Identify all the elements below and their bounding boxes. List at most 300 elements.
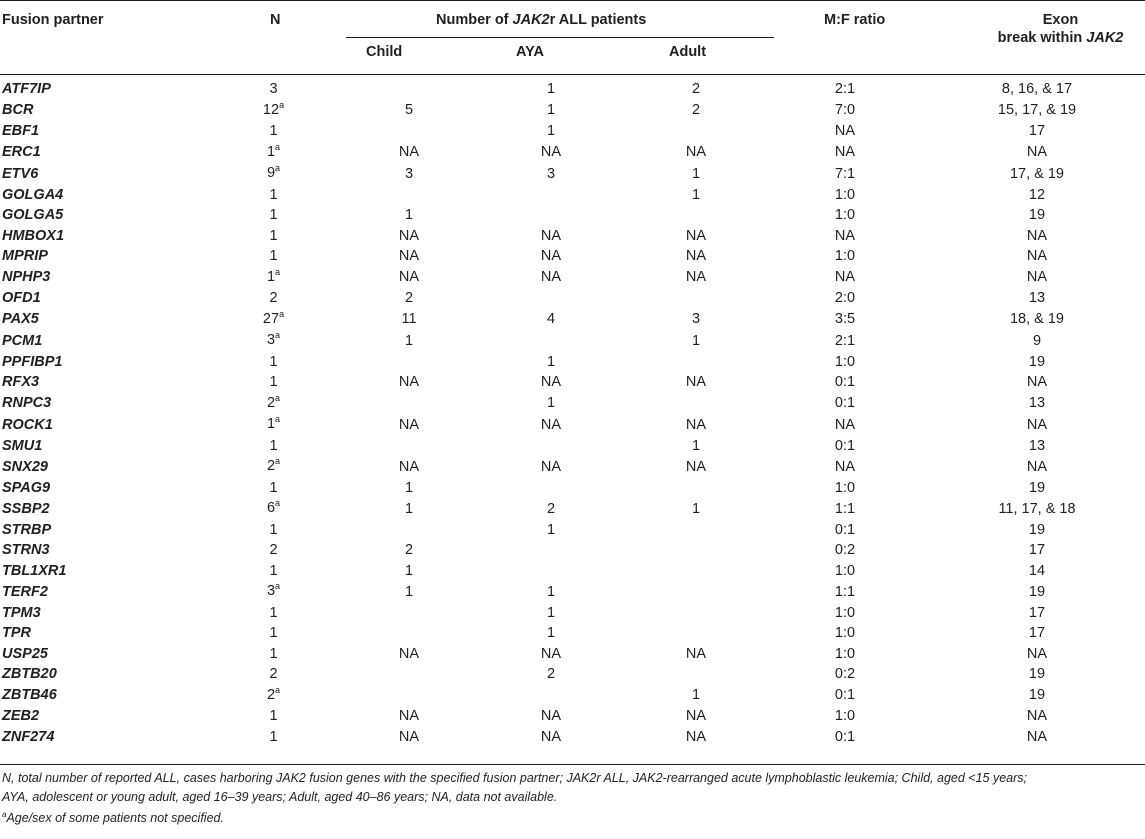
- cell-child-value: NA: [398, 269, 420, 285]
- cell-n-value: 3: [269, 81, 278, 97]
- cell-aya: [471, 414, 631, 436]
- cell-adult: [631, 246, 761, 267]
- cell-aya-value: NA: [540, 728, 562, 745]
- cell-child-value: NA: [398, 645, 420, 662]
- cell-child-value: 1: [404, 207, 414, 223]
- footnote-marker: a: [279, 308, 285, 319]
- top-rule: [0, 0, 1145, 1]
- cell-mf-ratio-value: 0:1: [834, 521, 856, 538]
- cell-gene: [0, 330, 200, 352]
- cell-gene: [0, 623, 200, 644]
- cell-gene: [0, 561, 200, 582]
- cell-aya-value: 1: [546, 353, 556, 370]
- cell-n: [200, 581, 347, 603]
- cell-mf-ratio-value: NA: [834, 144, 856, 160]
- header-rule: [0, 74, 1145, 75]
- cell-mf-ratio-value: 0:1: [834, 374, 856, 390]
- footnote-1: N, total number of reported ALL, cases harboring JAK2 fusion genes with the specified fusion partner; JAK2r ALL, JAK2-rearranged acute lymphoblastic leukemia; Child, aged <15 years;: [2, 771, 1027, 785]
- cell-aya: [471, 267, 631, 289]
- cell-adult-value: NA: [685, 416, 707, 433]
- cell-n-value: 1: [269, 728, 278, 745]
- table-row: [0, 185, 1145, 206]
- footnote-2: AYA, adolescent or young adult, aged 16–39 years; Adult, aged 40–86 years; NA, data not available.: [2, 790, 558, 804]
- cell-child-value: 5: [404, 102, 414, 118]
- cell-child: [347, 393, 471, 415]
- cell-child: [347, 226, 471, 247]
- cell-aya-value: 1: [546, 521, 556, 538]
- cell-mf-ratio-value: 1:0: [834, 604, 856, 621]
- cell-adult-value: NA: [685, 248, 707, 264]
- cell-exon-value: 17: [1028, 625, 1046, 641]
- cell-exon-value: 13: [1028, 395, 1046, 411]
- cell-gene-value: MPRIP: [2, 248, 48, 264]
- cell-gene-value: SSBP2: [2, 500, 50, 517]
- cell-child: [347, 288, 471, 309]
- cell-exon-value: NA: [1026, 458, 1048, 475]
- cell-adult: [631, 267, 761, 289]
- cell-mf-ratio: [761, 456, 929, 478]
- cell-n-value: 1: [269, 625, 278, 641]
- cell-exon-value: 19: [1028, 521, 1046, 538]
- cell-exon-value: 17: [1028, 604, 1046, 621]
- cell-n-value: 27: [262, 310, 280, 327]
- cell-exon: [929, 478, 1145, 499]
- cell-n: [200, 623, 347, 644]
- cell-child: [347, 456, 471, 478]
- cell-child-value: 11: [401, 311, 417, 327]
- cell-child-value: NA: [398, 374, 420, 390]
- cell-n: [200, 393, 347, 415]
- cell-exon-value: 17, & 19: [1009, 165, 1064, 182]
- table-row: [0, 561, 1145, 582]
- cell-aya-value: 1: [546, 123, 556, 139]
- cell-exon-value: 19: [1028, 687, 1046, 703]
- cell-exon-value: 19: [1028, 479, 1046, 496]
- header-n: N: [270, 12, 281, 28]
- cell-child: [347, 372, 471, 393]
- cell-mf-ratio-value: 7:0: [834, 102, 856, 118]
- cell-aya-value: NA: [540, 645, 562, 662]
- cell-mf-ratio-value: 7:1: [834, 165, 856, 182]
- cell-child: [347, 414, 471, 436]
- cell-child: [347, 561, 471, 582]
- cell-gene-value: STRN3: [2, 542, 50, 558]
- cell-mf-ratio-value: 1:0: [834, 479, 856, 496]
- cell-gene: [0, 685, 200, 707]
- cell-gene-value: USP25: [2, 645, 48, 662]
- cell-adult-value: NA: [685, 458, 707, 475]
- cell-aya: [471, 603, 631, 624]
- cell-n: [200, 163, 347, 185]
- cell-adult: [631, 456, 761, 478]
- cell-child-value: 1: [404, 500, 414, 517]
- cell-aya: [471, 685, 631, 707]
- cell-aya-value: 2: [546, 500, 556, 517]
- cell-exon: [929, 79, 1145, 100]
- cell-mf-ratio-value: 2:1: [834, 81, 856, 97]
- cell-mf-ratio: [761, 706, 929, 727]
- cell-exon: [929, 727, 1145, 748]
- cell-exon-value: NA: [1026, 728, 1048, 745]
- cell-child: [347, 478, 471, 499]
- cell-exon: [929, 267, 1145, 289]
- cell-gene-value: ETV6: [2, 165, 39, 182]
- cell-gene: [0, 456, 200, 478]
- cell-child-value: NA: [398, 728, 420, 745]
- header-exon-prefix: break within: [997, 30, 1087, 46]
- cell-adult: [631, 581, 761, 603]
- cell-adult: [631, 685, 761, 707]
- cell-exon-value: 14: [1028, 562, 1046, 579]
- cell-gene-value: RFX3: [2, 374, 40, 390]
- cell-n-value: 1: [269, 437, 278, 454]
- cell-mf-ratio-value: 1:0: [834, 645, 856, 662]
- cell-aya: [471, 142, 631, 164]
- cell-mf-ratio: [761, 267, 929, 289]
- cell-mf-ratio: [761, 372, 929, 393]
- cell-aya: [471, 288, 631, 309]
- cell-exon: [929, 121, 1145, 142]
- cell-adult-value: NA: [685, 144, 707, 160]
- cell-mf-ratio: [761, 623, 929, 644]
- table-row: [0, 603, 1145, 624]
- cell-gene-value: ZEB2: [2, 708, 40, 724]
- cell-aya-value: 1: [546, 395, 556, 411]
- cell-gene-value: OFD1: [2, 290, 41, 306]
- cell-adult: [631, 393, 761, 415]
- cell-aya: [471, 100, 631, 122]
- cell-gene: [0, 436, 200, 457]
- cell-exon: [929, 664, 1145, 685]
- cell-child-value: NA: [398, 416, 420, 433]
- cell-exon-value: NA: [1026, 248, 1048, 264]
- cell-child: [347, 706, 471, 727]
- cell-exon-value: 13: [1028, 437, 1046, 454]
- cell-adult: [631, 352, 761, 373]
- cell-adult-value: NA: [685, 374, 707, 390]
- table-row: [0, 288, 1145, 309]
- cell-gene: [0, 226, 200, 247]
- cell-mf-ratio: [761, 436, 929, 457]
- cell-child: [347, 498, 471, 520]
- table-row: [0, 727, 1145, 748]
- cell-gene-value: ZBTB46: [2, 687, 57, 703]
- cell-exon-value: 11, 17, & 18: [998, 500, 1076, 517]
- cell-gene-value: EBF1: [2, 123, 40, 139]
- cell-aya: [471, 727, 631, 748]
- cell-mf-ratio: [761, 603, 929, 624]
- cell-n: [200, 100, 347, 122]
- cell-exon-value: 12: [1028, 186, 1046, 203]
- cell-mf-ratio: [761, 142, 929, 164]
- cell-aya: [471, 478, 631, 499]
- table-row: [0, 246, 1145, 267]
- cell-gene-value: GOLGA5: [2, 207, 64, 223]
- cell-mf-ratio-value: 1:0: [834, 186, 856, 203]
- cell-n-value: 9: [266, 165, 276, 181]
- cell-gene: [0, 644, 200, 665]
- cell-aya: [471, 79, 631, 100]
- cell-mf-ratio-value: 1:0: [834, 207, 856, 223]
- cell-exon: [929, 372, 1145, 393]
- cell-gene-value: TERF2: [2, 583, 48, 600]
- footnote-3: [2, 809, 224, 829]
- cell-gene-value: TPM3: [2, 604, 41, 621]
- footnote-marker: a: [2, 810, 7, 819]
- cell-gene: [0, 581, 200, 603]
- cell-n: [200, 372, 347, 393]
- cell-n: [200, 330, 347, 352]
- cell-child-value: NA: [398, 708, 420, 724]
- cell-n: [200, 226, 347, 247]
- cell-adult-value: 1: [691, 437, 701, 454]
- header-patient-group: [436, 11, 646, 29]
- footnote-marker: a: [275, 392, 281, 403]
- cell-aya-value: 3: [546, 165, 556, 182]
- table-row: [0, 644, 1145, 665]
- cell-aya: [471, 520, 631, 541]
- cell-exon-value: 17: [1028, 123, 1046, 139]
- cell-mf-ratio-value: NA: [834, 123, 856, 139]
- footnote-marker: a: [275, 498, 281, 508]
- cell-mf-ratio-value: 3:5: [834, 311, 856, 327]
- cell-n: [200, 436, 347, 457]
- cell-mf-ratio: [761, 727, 929, 748]
- cell-exon: [929, 706, 1145, 727]
- header-exon-gene: JAK2: [1086, 30, 1124, 46]
- cell-exon: [929, 330, 1145, 352]
- cell-n: [200, 288, 347, 309]
- footnote-marker: a: [275, 330, 281, 340]
- cell-adult-value: NA: [685, 645, 707, 662]
- cell-aya-value: 4: [546, 311, 556, 327]
- cell-n: [200, 205, 347, 226]
- header-group-prefix: Number of: [436, 12, 513, 28]
- cell-adult: [631, 372, 761, 393]
- cell-adult-value: NA: [685, 227, 707, 244]
- footnote-marker: a: [275, 266, 281, 277]
- cell-gene-value: SMU1: [2, 437, 43, 454]
- cell-exon: [929, 623, 1145, 644]
- table-row: [0, 498, 1145, 520]
- cell-child-value: 1: [404, 583, 414, 600]
- cell-aya: [471, 498, 631, 520]
- cell-exon: [929, 246, 1145, 267]
- table-row: [0, 205, 1145, 226]
- cell-n: [200, 267, 347, 289]
- cell-exon-value: NA: [1026, 645, 1048, 662]
- cell-exon-value: NA: [1026, 269, 1048, 285]
- cell-adult-value: 3: [691, 311, 701, 327]
- cell-mf-ratio: [761, 393, 929, 415]
- cell-n-value: 1: [269, 227, 278, 244]
- cell-adult: [631, 309, 761, 331]
- cell-aya: [471, 644, 631, 665]
- cell-child: [347, 436, 471, 457]
- cell-n: [200, 185, 347, 206]
- cell-mf-ratio: [761, 226, 929, 247]
- cell-mf-ratio-value: 1:0: [834, 625, 856, 641]
- cell-exon: [929, 498, 1145, 520]
- footnote-marker: a: [275, 163, 281, 173]
- cell-aya-value: NA: [540, 227, 562, 244]
- cell-n: [200, 478, 347, 499]
- cell-gene-value: ATF7IP: [2, 81, 51, 97]
- cell-n-value: 1: [266, 416, 276, 432]
- cell-exon-value: 17: [1028, 542, 1046, 558]
- cell-aya-value: 1: [546, 604, 556, 621]
- cell-n: [200, 540, 347, 561]
- cell-gene: [0, 309, 200, 331]
- cell-mf-ratio-value: 1:1: [834, 583, 856, 600]
- cell-gene: [0, 121, 200, 142]
- table-row: [0, 121, 1145, 142]
- cell-mf-ratio: [761, 288, 929, 309]
- cell-n: [200, 644, 347, 665]
- table-row: [0, 664, 1145, 685]
- cell-exon: [929, 540, 1145, 561]
- cell-mf-ratio: [761, 540, 929, 561]
- cell-gene: [0, 288, 200, 309]
- cell-n-value: 1: [269, 604, 278, 621]
- cell-mf-ratio: [761, 163, 929, 185]
- cell-n: [200, 352, 347, 373]
- cell-exon: [929, 288, 1145, 309]
- cell-child: [347, 246, 471, 267]
- cell-exon-value: NA: [1026, 416, 1048, 433]
- cell-adult: [631, 436, 761, 457]
- cell-exon: [929, 561, 1145, 582]
- cell-aya-value: NA: [540, 269, 562, 285]
- cell-adult: [631, 644, 761, 665]
- cell-exon: [929, 309, 1145, 331]
- cell-child-value: NA: [398, 248, 420, 264]
- cell-n: [200, 79, 347, 100]
- cell-child: [347, 330, 471, 352]
- cell-aya: [471, 561, 631, 582]
- cell-exon: [929, 685, 1145, 707]
- cell-aya-value: 2: [546, 666, 556, 682]
- cell-child: [347, 352, 471, 373]
- cell-gene-value: RNPC3: [2, 395, 52, 411]
- cell-exon: [929, 226, 1145, 247]
- cell-exon: [929, 644, 1145, 665]
- cell-exon: [929, 352, 1145, 373]
- cell-exon-value: 19: [1028, 583, 1046, 600]
- cell-aya-value: NA: [540, 248, 562, 264]
- cell-n-value: 2: [269, 666, 278, 682]
- cell-child: [347, 163, 471, 185]
- cell-exon: [929, 414, 1145, 436]
- cell-exon: [929, 436, 1145, 457]
- header-exon-line2: [976, 29, 1145, 47]
- cell-gene: [0, 352, 200, 373]
- cell-mf-ratio: [761, 205, 929, 226]
- cell-gene: [0, 372, 200, 393]
- table-row: [0, 226, 1145, 247]
- cell-child: [347, 644, 471, 665]
- cell-aya: [471, 163, 631, 185]
- cell-child-value: 1: [404, 332, 414, 349]
- cell-mf-ratio-value: 2:1: [834, 332, 856, 349]
- cell-adult: [631, 520, 761, 541]
- cell-exon: [929, 393, 1145, 415]
- cell-gene: [0, 664, 200, 685]
- cell-child-value: NA: [398, 227, 420, 244]
- cell-n: [200, 309, 347, 331]
- cell-mf-ratio: [761, 520, 929, 541]
- cell-aya-value: 1: [546, 102, 556, 118]
- cell-gene: [0, 603, 200, 624]
- header-fusion-partner: Fusion partner: [2, 12, 104, 28]
- header-mf-ratio: M:F ratio: [824, 12, 886, 28]
- cell-gene-value: PAX5: [2, 311, 39, 327]
- cell-mf-ratio: [761, 685, 929, 707]
- table-row: [0, 330, 1145, 352]
- cell-aya: [471, 226, 631, 247]
- cell-mf-ratio-value: 1:0: [834, 562, 856, 579]
- table-row: [0, 581, 1145, 603]
- cell-child: [347, 540, 471, 561]
- cell-n-value: 1: [266, 143, 276, 160]
- cell-mf-ratio: [761, 121, 929, 142]
- cell-exon-value: 19: [1028, 353, 1046, 370]
- cell-n: [200, 706, 347, 727]
- cell-mf-ratio: [761, 330, 929, 352]
- cell-gene: [0, 79, 200, 100]
- cell-mf-ratio-value: 0:1: [834, 687, 856, 703]
- cell-adult: [631, 498, 761, 520]
- cell-aya: [471, 352, 631, 373]
- cell-gene: [0, 205, 200, 226]
- cell-gene-value: BCR: [2, 102, 34, 118]
- cell-exon-value: 19: [1028, 207, 1046, 223]
- cell-n-value: 1: [269, 645, 278, 662]
- table-row: [0, 309, 1145, 331]
- cell-aya: [471, 581, 631, 603]
- cell-child: [347, 267, 471, 289]
- cell-child-value: NA: [398, 144, 420, 160]
- cell-mf-ratio-value: 1:0: [834, 708, 856, 724]
- cell-aya: [471, 205, 631, 226]
- cell-adult: [631, 205, 761, 226]
- cell-mf-ratio-value: NA: [834, 227, 856, 244]
- cell-child-value: 2: [404, 290, 414, 306]
- cell-mf-ratio: [761, 352, 929, 373]
- cell-gene-value: PPFIBP1: [2, 353, 63, 370]
- header-aya: AYA: [516, 44, 544, 60]
- cell-gene: [0, 185, 200, 206]
- cell-exon: [929, 100, 1145, 122]
- table-row: [0, 706, 1145, 727]
- cell-mf-ratio: [761, 644, 929, 665]
- cell-mf-ratio-value: NA: [834, 416, 856, 433]
- footnote-marker: a: [275, 414, 281, 424]
- fusion-table: [0, 79, 1145, 747]
- cell-child: [347, 727, 471, 748]
- table-row: [0, 267, 1145, 289]
- cell-child: [347, 100, 471, 122]
- cell-aya-value: 1: [546, 81, 556, 97]
- cell-mf-ratio: [761, 100, 929, 122]
- cell-child: [347, 309, 471, 331]
- header-exon: [976, 11, 1145, 47]
- cell-adult-value: NA: [685, 708, 707, 724]
- footnote-3-text: Age/sex of some patients not specified.: [6, 811, 224, 825]
- cell-mf-ratio: [761, 664, 929, 685]
- cell-aya-value: NA: [540, 458, 562, 475]
- footnote-marker: a: [279, 99, 285, 110]
